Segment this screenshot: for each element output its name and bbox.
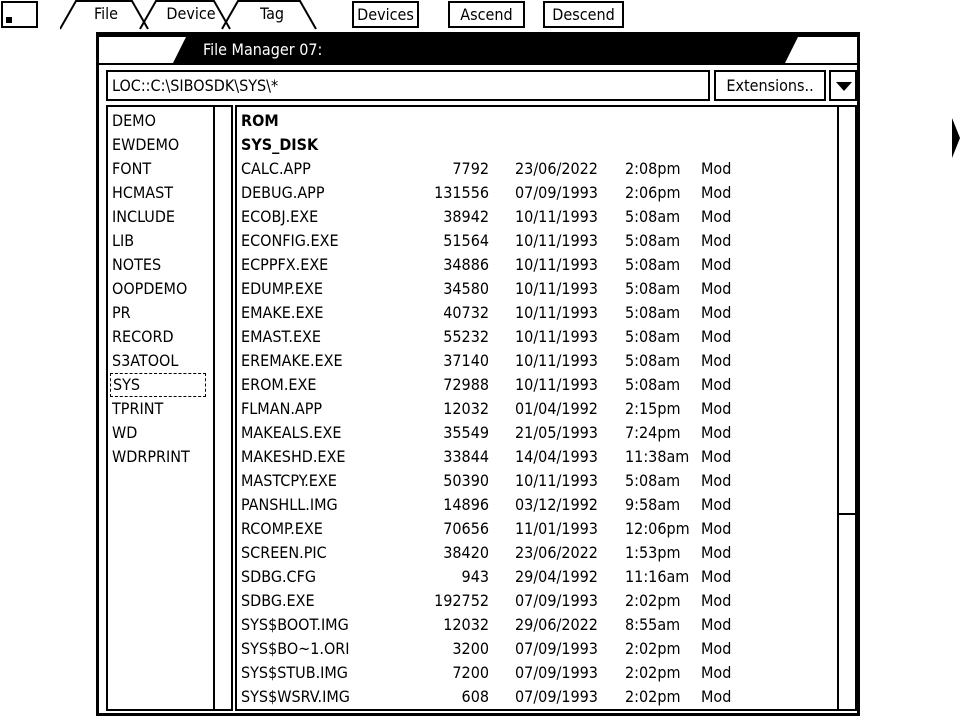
file-size: 38942 [443,207,489,226]
file-name: EROM.EXE [241,375,317,394]
file-date: 29/06/2022 [515,615,598,634]
file-date: 10/11/1993 [515,351,598,370]
folder-item[interactable]: NOTES [112,255,162,274]
file-name: CALC.APP [241,159,311,178]
file-row[interactable] [237,613,827,637]
file-date: 10/11/1993 [515,255,598,274]
file-row[interactable] [237,229,827,253]
file-attribute: Mod [701,399,732,418]
folder-item[interactable]: DEMO [112,111,156,130]
file-row[interactable] [237,325,827,349]
folder-list[interactable] [106,105,233,711]
file-name: MAKEALS.EXE [241,423,342,442]
file-name: SCREEN.PIC [241,543,327,562]
file-attribute: Mod [701,663,732,682]
file-date: 14/04/1993 [515,447,598,466]
file-row[interactable] [237,205,827,229]
file-size: 38420 [443,543,489,562]
file-row[interactable] [237,565,827,589]
file-size: 50390 [443,471,489,490]
file-date: 07/09/1993 [515,663,598,682]
file-date: 23/06/2022 [515,543,598,562]
extensions-dropdown[interactable] [829,70,857,101]
folder-list-scrollbar[interactable] [213,107,215,709]
file-row[interactable] [237,157,827,181]
folder-item[interactable]: PR [112,303,131,322]
file-name: ECPPFX.EXE [241,255,329,274]
file-attribute: Mod [701,183,732,202]
tab-tag[interactable]: Tag [259,4,285,23]
folder-item[interactable]: FONT [112,159,152,178]
file-time: 8:55am [625,615,681,634]
file-name: ECONFIG.EXE [241,231,339,250]
file-time: 5:08am [625,375,681,394]
folder-item[interactable]: S3ATOOL [112,351,179,370]
file-size: 131556 [434,183,489,202]
file-row[interactable] [237,517,827,541]
devices-button[interactable]: Devices [352,1,419,28]
file-size: 55232 [443,327,489,346]
ascend-button[interactable]: Ascend [448,1,525,28]
tab-file[interactable]: File [94,4,118,23]
file-row[interactable] [237,661,827,685]
system-menu-button[interactable] [1,1,38,28]
folder-item[interactable]: WDRPRINT [112,447,190,466]
file-size: 12032 [443,399,489,418]
file-size: 72988 [443,375,489,394]
file-attribute: Mod [701,639,732,658]
file-row[interactable] [237,253,827,277]
file-attribute: Mod [701,471,732,490]
file-attribute: Mod [701,543,732,562]
file-attribute: Mod [701,687,732,706]
file-time: 2:06pm [625,183,681,202]
descend-button[interactable]: Descend [543,1,624,28]
file-attribute: Mod [701,327,732,346]
file-name: SYS$BO~1.ORI [241,639,350,658]
file-size: 35549 [443,423,489,442]
file-row[interactable] [237,469,827,493]
file-attribute: Mod [701,375,732,394]
file-name: FLMAN.APP [241,399,323,418]
file-date: 07/09/1993 [515,591,598,610]
file-attribute: Mod [701,303,732,322]
folder-item[interactable]: EWDEMO [112,135,180,154]
file-name: PANSHLL.IMG [241,495,338,514]
file-date: 07/09/1993 [515,687,598,706]
file-attribute: Mod [701,231,732,250]
file-size: 3200 [452,639,489,658]
file-name: MAKESHD.EXE [241,447,346,466]
file-name: SYS$BOOT.IMG [241,615,349,634]
folder-item[interactable]: OOPDEMO [112,279,188,298]
file-size: 12032 [443,615,489,634]
file-attribute: Mod [701,567,732,586]
file-size: 192752 [434,591,489,610]
file-size: 34580 [443,279,489,298]
file-row[interactable] [237,421,827,445]
file-time: 2:15pm [625,399,681,418]
file-name: EMAKE.EXE [241,303,324,322]
file-list-scroll-thumb[interactable] [837,107,855,515]
file-row[interactable] [237,589,827,613]
file-size: 40732 [443,303,489,322]
file-row[interactable] [237,493,827,517]
file-name: SDBG.EXE [241,591,315,610]
file-time: 1:53pm [625,543,681,562]
file-time: 5:08am [625,207,681,226]
file-date: 07/09/1993 [515,183,598,202]
file-time: 2:02pm [625,591,681,610]
file-time: 2:02pm [625,639,681,658]
folder-item[interactable]: RECORD [112,327,174,346]
file-name: EMAST.EXE [241,327,322,346]
file-size: 943 [461,567,489,586]
file-attribute: Mod [701,591,732,610]
file-time: 5:08am [625,303,681,322]
file-row[interactable] [237,541,827,565]
file-row[interactable] [237,445,827,469]
file-attribute: Mod [701,351,732,370]
file-time: 11:16am [625,567,690,586]
drive-row[interactable] [237,109,827,133]
file-time: 5:08am [625,471,681,490]
file-row[interactable] [237,181,827,205]
file-time: 2:02pm [625,687,681,706]
file-time: 2:08pm [625,159,681,178]
file-name: MASTCPY.EXE [241,471,337,490]
file-name: SYS$STUB.IMG [241,663,348,682]
system-menu-icon [6,17,12,23]
file-name: ECOBJ.EXE [241,207,319,226]
file-time: 7:24pm [625,423,681,442]
file-time: 5:08am [625,351,681,370]
tab-device[interactable]: Device [166,4,216,23]
file-name: RCOMP.EXE [241,519,323,538]
file-time: 5:08am [625,255,681,274]
file-row[interactable] [237,685,827,709]
file-attribute: Mod [701,447,732,466]
window-title: File Manager 07: [203,40,323,59]
file-date: 10/11/1993 [515,231,598,250]
file-attribute: Mod [701,495,732,514]
file-date: 10/11/1993 [515,279,598,298]
folder-item[interactable]: TPRINT [112,399,164,418]
file-time: 11:38am [625,447,690,466]
file-attribute: Mod [701,279,732,298]
file-row[interactable] [237,277,827,301]
folder-item[interactable]: INCLUDE [112,207,175,226]
file-date: 23/06/2022 [515,159,598,178]
file-size: 14896 [443,495,489,514]
file-name: DEBUG.APP [241,183,325,202]
file-manager-window [96,32,860,716]
drive-name: ROM [241,111,279,130]
file-name: EDUMP.EXE [241,279,323,298]
file-attribute: Mod [701,207,732,226]
file-date: 11/01/1993 [515,519,598,538]
file-date: 01/04/1992 [515,399,598,418]
file-time: 12:06pm [625,519,690,538]
file-row[interactable] [237,637,827,661]
file-row[interactable] [237,397,827,421]
file-size: 608 [461,687,489,706]
triangle-down-icon [836,82,852,91]
file-date: 03/12/1992 [515,495,598,514]
file-name: EREMAKE.EXE [241,351,343,370]
file-size: 34886 [443,255,489,274]
file-date: 29/04/1992 [515,567,598,586]
file-row[interactable] [237,373,827,397]
file-attribute: Mod [701,423,732,442]
file-size: 7200 [452,663,489,682]
file-list[interactable] [235,105,857,711]
file-time: 5:08am [625,279,681,298]
path-field[interactable]: LOC::C:\SIBOSDK\SYS\* [106,70,710,101]
file-size: 51564 [443,231,489,250]
folder-item[interactable]: SYS [110,373,206,397]
extensions-button[interactable]: Extensions.. [714,70,826,101]
file-time: 2:02pm [625,663,681,682]
file-size: 70656 [443,519,489,538]
file-date: 10/11/1993 [515,303,598,322]
file-size: 33844 [443,447,489,466]
file-attribute: Mod [701,615,732,634]
file-time: 5:08am [625,327,681,346]
drive-name: SYS_DISK [241,135,319,154]
folder-item[interactable]: WD [112,423,138,442]
file-size: 7792 [452,159,489,178]
folder-item[interactable]: LIB [112,231,135,250]
file-row[interactable] [237,349,827,373]
file-name: SDBG.CFG [241,567,317,586]
file-attribute: Mod [701,159,732,178]
file-date: 21/05/1993 [515,423,598,442]
file-date: 10/11/1993 [515,327,598,346]
file-name: SYS$WSRV.IMG [241,687,350,706]
drive-row[interactable] [237,133,827,157]
file-time: 9:58am [625,495,681,514]
folder-item[interactable]: HCMAST [112,183,174,202]
file-attribute: Mod [701,255,732,274]
file-date: 10/11/1993 [515,375,598,394]
file-date: 10/11/1993 [515,471,598,490]
arrow-right-icon[interactable] [952,118,960,158]
file-row[interactable] [237,301,827,325]
file-date: 10/11/1993 [515,207,598,226]
file-size: 37140 [443,351,489,370]
file-attribute: Mod [701,519,732,538]
file-time: 5:08am [625,231,681,250]
file-date: 07/09/1993 [515,639,598,658]
